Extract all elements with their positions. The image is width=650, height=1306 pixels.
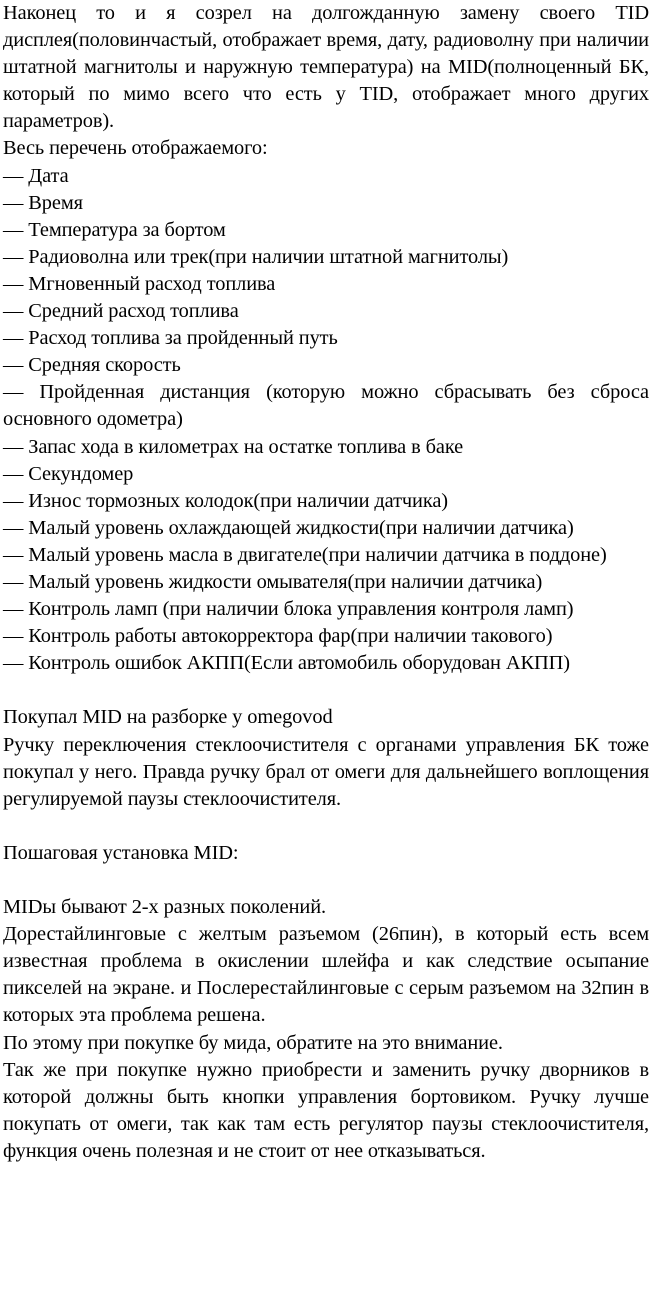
- list-item: — Малый уровень охлаждающей жидкости(при наличии датчика): [3, 516, 574, 539]
- list-item: — Малый уровень масла в двигателе(при наличии датчика в поддоне): [3, 543, 607, 566]
- list-item: — Мгновенный расход топлива: [3, 272, 276, 295]
- list-item: — Контроль работы автокорректора фар(при наличии такового): [3, 625, 553, 648]
- intro-paragraph: Наконец то и я созрел на долгожданную замену своего TID дисплея(половинчастый, отображает время, дату, радиоволну при наличии штатной магнитолы и наружную температура) на MID(полноценный БК, который по мимо всего что есть у TID, отображает много других параметров).: [3, 2, 649, 133]
- list-item: — Контроль ошибок АКПП(Если автомобиль оборудован АКПП): [3, 652, 570, 675]
- final-paragraph: Так же при покупке нужно приобрести и заменить ручку дворников в которой должны быть кнопки управления бортовиком. Ручку лучше покупать от омеги, так как там есть регулятор паузы стеклоочистителя, функция очень полезная и не стоит от нее отказываться.: [3, 1058, 649, 1162]
- list-item: — Износ тормозных колодок(при наличии датчика): [3, 489, 448, 512]
- paragraph-spacer: [3, 677, 649, 704]
- install-heading: Пошаговая установка MID:: [3, 841, 239, 864]
- purchase-line: Покупал MID на разборке у omegovod: [3, 706, 333, 729]
- generations-paragraph: Дорестайлинговые с желтым разъемом (26пин), в который есть всем известная проблема в окислении шлейфа и как следствие осыпание пикселей на экране. и Послерестайлинговые с серым разъемом на 32пин в которых эта проблема решена.: [3, 923, 649, 1027]
- list-item: — Дата: [3, 164, 69, 187]
- list-item: — Контроль ламп (при наличии блока управления контроля ламп): [3, 598, 574, 621]
- attention-line: По этому при покупке бу мида, обратите на это внимание.: [3, 1031, 503, 1054]
- feature-list: [3, 163, 649, 678]
- paragraph-spacer: [3, 813, 649, 840]
- list-item: — Радиоволна или трек(при наличии штатной магнитолы): [3, 245, 509, 268]
- list-item: — Запас хода в километрах на остатке топлива в баке: [3, 435, 464, 458]
- list-item: — Секундомер: [3, 462, 134, 485]
- list-item: — Температура за бортом: [3, 218, 226, 241]
- list-item: — Средний расход топлива: [3, 300, 239, 323]
- generations-line: MIDы бывают 2-х разных поколений.: [3, 896, 327, 919]
- list-item: — Малый уровень жидкости омывателя(при наличии датчика): [3, 570, 543, 593]
- list-item: — Пройденная дистанция (которую можно сбрасывать без сброса основного одометра): [3, 381, 649, 431]
- list-item: — Время: [3, 191, 83, 214]
- purchase-paragraph: Ручку переключения стеклоочистителя с органами управления БК тоже покупал у него. Правда ручку брал от омеги для дальнейшего воплощения регулируемой паузы стеклоочистителя.: [3, 733, 649, 810]
- paragraph-spacer: [3, 867, 649, 894]
- list-item: — Расход топлива за пройденный путь: [3, 327, 338, 350]
- list-item: — Средняя скорость: [3, 354, 181, 377]
- list-heading: Весь перечень отображаемого:: [3, 137, 268, 160]
